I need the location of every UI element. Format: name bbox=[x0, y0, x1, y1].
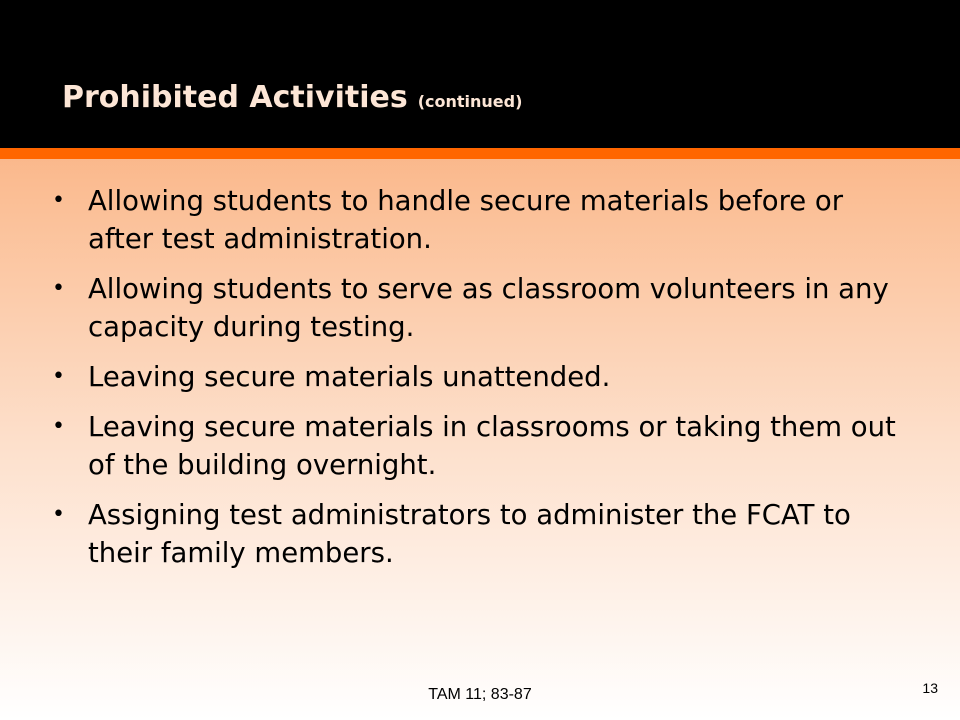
bullet-marker: • bbox=[52, 414, 65, 439]
bullet-item bbox=[52, 496, 912, 572]
slide-title bbox=[62, 80, 522, 115]
bullet-item bbox=[52, 408, 912, 484]
bullet-item bbox=[52, 270, 912, 346]
bullet-text: Leaving secure materials in classrooms or taking them out of the building overnight. bbox=[88, 411, 896, 481]
bullet-text: Assigning test administrators to administer the FCAT to their family members. bbox=[88, 499, 851, 569]
bullet-item bbox=[52, 182, 912, 258]
slide-title-text: Prohibited Activities bbox=[62, 80, 408, 115]
bullet-text: Leaving secure materials unattended. bbox=[88, 361, 611, 393]
bullet-marker: • bbox=[52, 188, 65, 213]
title-accent-stripe bbox=[0, 148, 960, 159]
bullet-marker: • bbox=[52, 502, 65, 527]
title-bar bbox=[0, 0, 960, 148]
bullet-item bbox=[52, 358, 912, 396]
slide-title-suffix: (continued) bbox=[417, 92, 523, 111]
bullet-marker: • bbox=[52, 276, 65, 301]
footer-reference: TAM 11; 83-87 bbox=[428, 686, 532, 703]
bullet-text: Allowing students to handle secure materials before or after test administration. bbox=[88, 185, 844, 255]
page-number: 13 bbox=[922, 680, 938, 696]
bullet-text: Allowing students to serve as classroom volunteers in any capacity during testing. bbox=[88, 273, 889, 343]
bullet-marker: • bbox=[52, 364, 65, 389]
bullet-list bbox=[52, 182, 912, 584]
